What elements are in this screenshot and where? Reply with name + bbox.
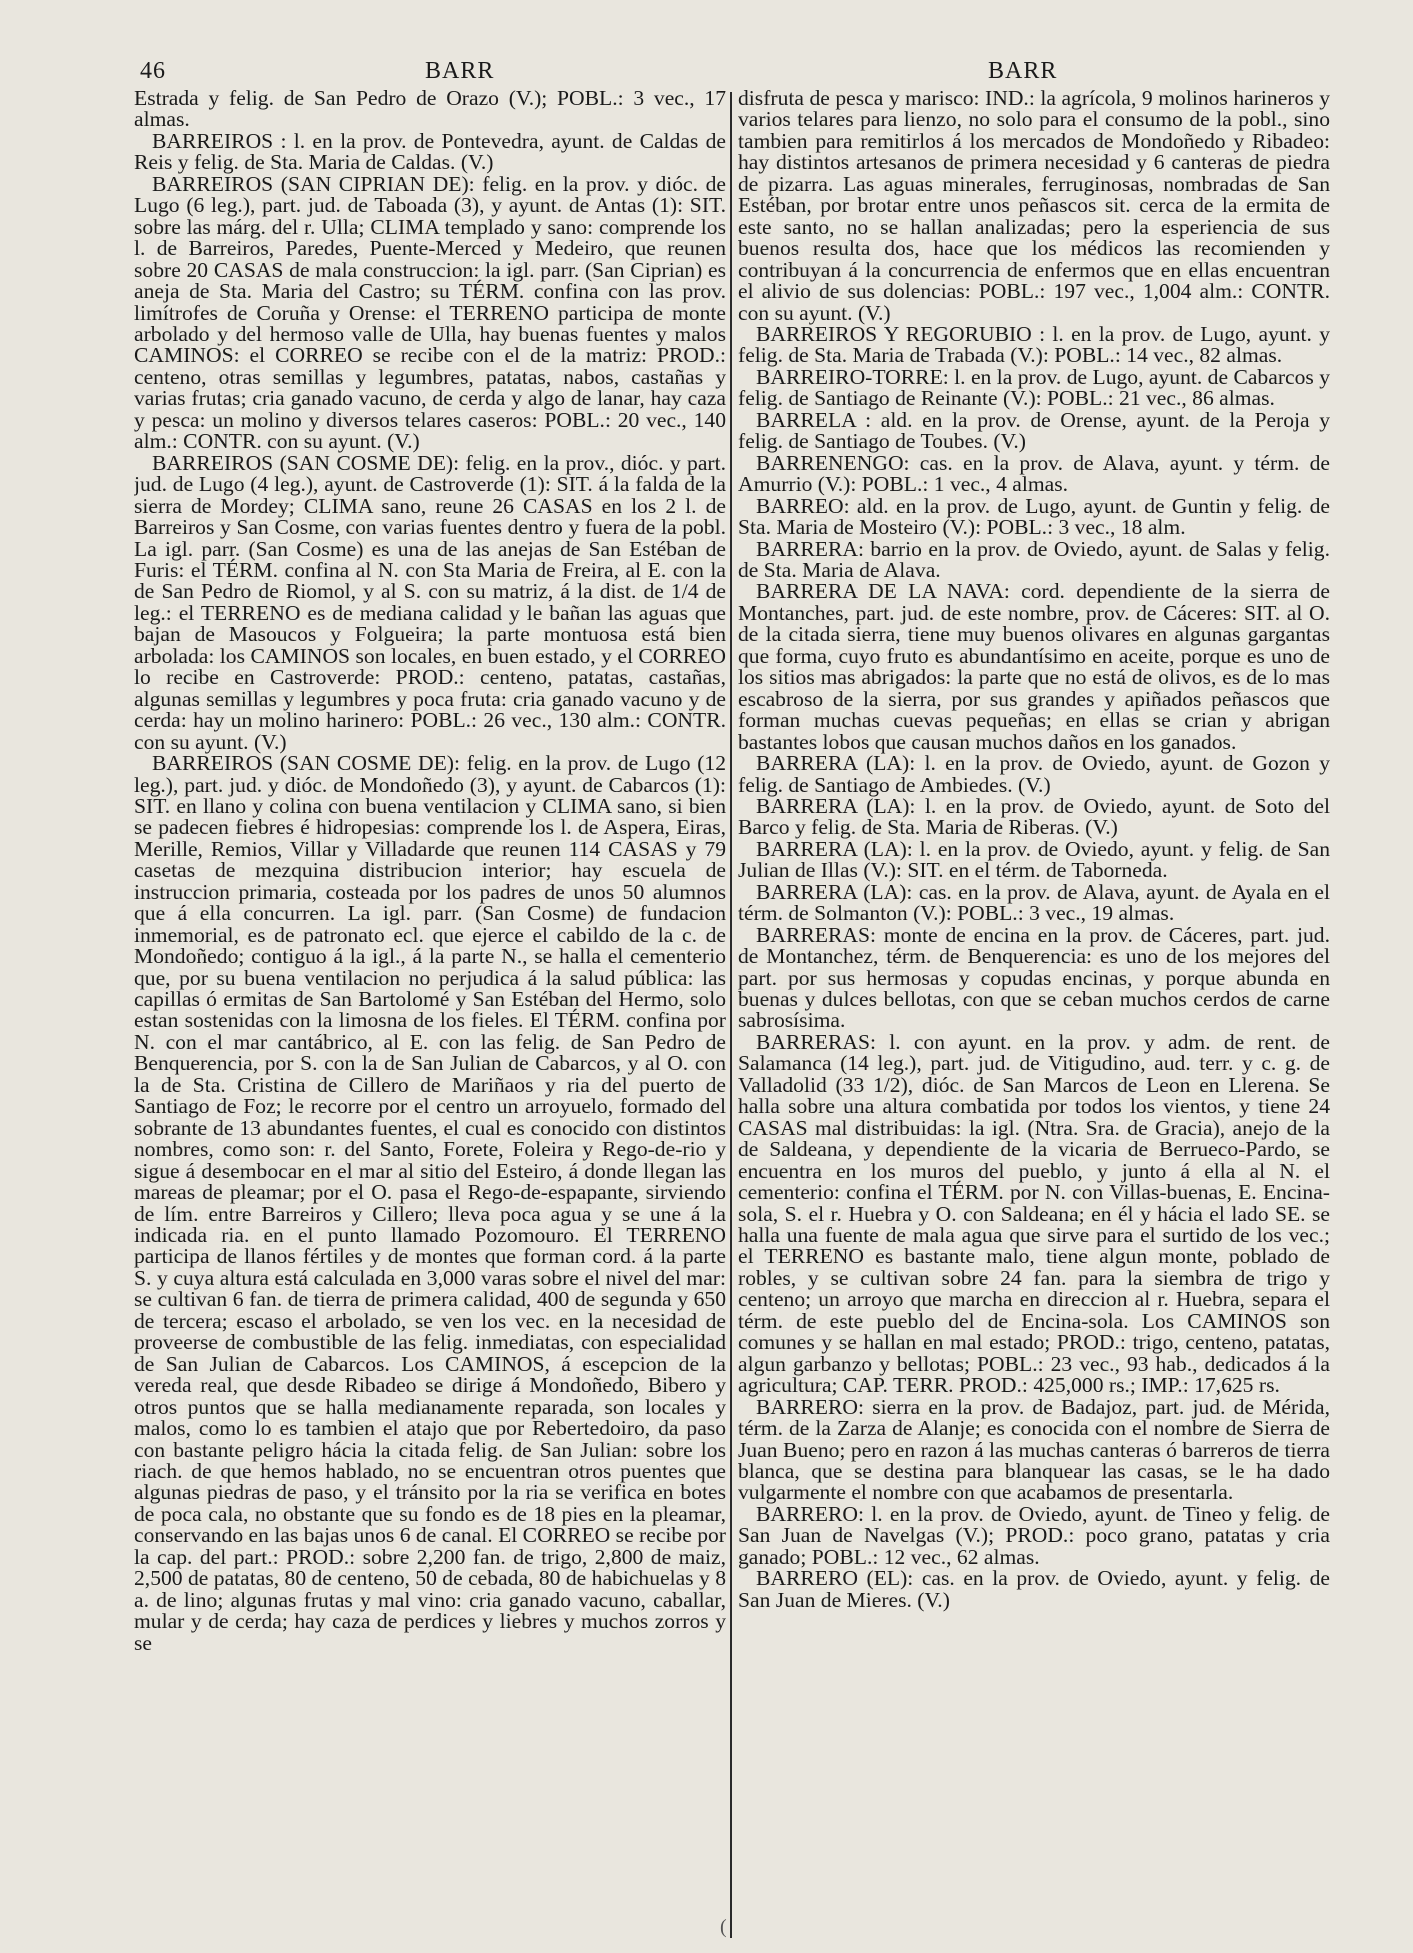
entry-text: BARRERO (EL): cas. en la prov. de Oviedo, ayunt. y felig. de San Juan de Mieres. (V.) — [738, 1566, 1330, 1612]
column-divider — [730, 92, 732, 1938]
entry-text: BARRERA (LA): cas. en la prov. de Alava, ayunt. de Ayala en el térm. de Solmanton (V.): POBL.: 3 vec., 19 almas. — [738, 879, 1330, 926]
running-head-right: BARR — [988, 58, 1058, 84]
entry-text: BARRERA (LA): l. en la prov. de Oviedo, ayunt. y felig. de San Julian de Illas (V.): SIT. en el térm. de Taborneda. — [738, 836, 1330, 883]
entry-text: BARREIRO-TORRE: l. en la prov. de Lugo, ayunt. de Cabarcos y felig. de Santiago de Reinante (V.): POBL.: 21 vec., 86 almas. — [738, 364, 1330, 411]
entry-text: BARREIROS Y REGORUBIO : l. en la prov. de Lugo, ayunt. y felig. de Sta. Maria de Trabada (V.): POBL.: 14 vec., 82 almas. — [738, 321, 1330, 368]
right-column — [738, 88, 1330, 1943]
entry-text: BARREIROS (SAN COSME DE): felig. en la prov., dióc. y part. jud. de Lugo (4 leg.), ayunt. de Castroverde (1): SIT. á la falda de la sierra de Mordey; CLIMA sano, reune 26 CASAS en los 2 l. de Barreiros y San Cosme, con varias fuentes dentro y fuera de la pobl. La igl. parr. (San Cosme) es una de las anejas de San Estéban de Furis: el TÉRM. confina al N. con Sta Maria de Freira, al E. con la de San Pedro de Riomol, y al S. con su matriz, á la dist. de 1/4 de leg.: el TERRENO es de mediana calidad y le bañan las aguas que bajan de Masoucos y Folgueira; la parte montuosa está bien arbolada: los CAMINOS son locales, en buen estado, y el CORREO lo recibe en Castroverde: PROD.: centeno, patatas, castañas, algunas semillas y legumbres y poca fruta: cria ganado vacuno y de cerda: hay un molino harinero: POBL.: 26 vec., 130 alm.: CONTR. con su ayunt. (V.) — [134, 450, 726, 754]
footer-mark: ( — [720, 1916, 727, 1938]
entry-text: BARRERO: l. en la prov. de Oviedo, ayunt. de Tineo y felig. de San Juan de Navelgas (V.); PROD.: poco grano, patatas y cria ganado; POBL.: 12 vec., 62 almas. — [738, 1501, 1330, 1569]
entry-text: BARRENENGO: cas. en la prov. de Alava, ayunt. y térm. de Amurrio (V.): POBL.: 1 vec., 4 almas. — [738, 450, 1330, 497]
entry-text: BARREO: ald. en la prov. de Lugo, ayunt. de Guntin y felig. de Sta. Maria de Mosteiro (V.): POBL.: 3 vec., 18 alm. — [738, 493, 1330, 540]
entry-text: BARRERA (LA): l. en la prov. de Oviedo, ayunt. de Gozon y felig. de Santiago de Ambiedes. (V.) — [738, 751, 1330, 797]
entry-text: BARRERA: barrio en la prov. de Oviedo, ayunt. de Salas y felig. de Sta. Maria de Alava. — [738, 536, 1330, 582]
entry-text: BARRERAS: monte de encina en la prov. de Cáceres, part. jud. de Montanchez, térm. de Benquerencia: es uno de los mejores del part. por sus hermosas y copudas encinas, y porque abunda en buenas y dulces bellotas, con que se ceban muchos cerdos de carne sabrosísima. — [738, 922, 1330, 1033]
entry-text: BARRERA DE LA NAVA: cord. dependiente de la sierra de Montanches, part. jud. de este nombre, prov. de Cáceres: SIT. al O. de la citada sierra, tiene muy buenos olivares en algunas gargantas que forma, cuyo fruto es abundantísimo en aceite, porque es uno de los sitios mas abrigados: la parte que no está de olivos, es de lo mas escabroso de la sierra, por sus grandes y apiñados peñascos que forman muchas cuevas pequeñas; en ellas se crian y abrigan bastantes lobos que causan muchos daños en los ganados. — [738, 579, 1330, 754]
page-number: 46 — [140, 58, 166, 84]
entry-text: BARRERO: sierra en la prov. de Badajoz, part. jud. de Mérida, térm. de la Zarza de Alanje; es conocida con el nombre de Sierra de Juan Bueno; pero en razon á las muchas canteras ó barreros de tierra blanca, que se destina para blanquear las casas, se le ha dado vulgarmente el nombre con que acabamos de presentarla. — [738, 1394, 1330, 1505]
left-column — [134, 88, 726, 1943]
entry-text: disfruta de pesca y marisco: IND.: la agrícola, 9 molinos harineros y varios telares para lienzo, no solo para el consumo de la pobl., sino tambien para remitirlos á los mercados de Mondoñedo y Ribadeo: hay distintos artesanos de primera necesidad y 6 canteras de piedra de pizarra. Las aguas minerales, ferruginosas, nombradas de San Estéban, por brotar entre unos peñascos sit. cerca de la ermita de este santo, no se hallan analizadas; pero la esperiencia de sus buenos resulta dos, hace que los médicos las recomienden y contribuyan á la concurrencia de enfermos que en ellas encuentran el alivio de sus dolencias: POBL.: 197 vec., 1,004 alm.: CONTR. con su ayunt. (V.) — [738, 88, 1330, 325]
entry-text: BARREIROS : l. en la prov. de Pontevedra, ayunt. de Caldas de Reis y felig. de Sta. Maria de Caldas. (V.) — [134, 128, 726, 175]
running-head-left: BARR — [425, 58, 495, 84]
entry-text: BARRELA : ald. en la prov. de Orense, ayunt. de la Peroja y felig. de Santiago de Toubes. (V.) — [738, 407, 1330, 454]
entry-text: BARREIROS (SAN COSME DE): felig. en la prov. de Lugo (12 leg.), part. jud. y dióc. de Mondoñedo (3), y ayunt. de Cabarcos (1): SIT. en llano y colina con buena ventilacion y CLIMA sano, si bien se padecen fiebres é hidropesias: comprende los l. de Aspera, Eiras, Merille, Remios, Villar y Villadarde que reunen 114 CASAS y 79 casetas de mezquina distribucion interior; hay escuela de instruccion primaria, costeada por los padres de unos 50 alumnos que á ella concurren. La igl. parr. (San Cosme) de fundacion inmemorial, es de patronato ecl. que ejerce el cabildo de la c. de Mondoñedo; contiguo á la igl., á la parte N., se halla el cementerio que, por su buena ventilacion no perjudica á la salud pública: las capillas ó ermitas de San Bartolomé y San Estéban del Hermo, solo estan sostenidas con la limosna de los fieles. El TÉRM. confina por N. con el mar cantábrico, al E. con las felig. de San Pedro de Benquerencia, por S. con la de San Julian de Cabarcos, y al O. con la de Sta. Cristina de Cillero de Mariñaos y ria del puerto de Santiago de Foz; le recorre por el centro un arroyuelo, formado del sobrante de 13 abundantes fuentes, el cual es conocido con distintos nombres, como son: r. del Santo, Forete, Foleira y Rego-de-rio y sigue á desembocar en el mar al sitio del Esteiro, á donde llegan las mareas de pleamar; por el O. pasa el Rego-de-espapante, sirviendo de lím. entre Barreiros y Cillero; lleva poca agua y se une á la indicada ria. en el punto llamado Pozomouro. El TERRENO participa de llanos fértiles y de montes que forman cord. á la parte S. y cuya altura está calculada en 3,000 varas sobre el nivel del mar: se cultivan 6 fan. de tierra de primera calidad, 400 de segunda y 650 de tercera; escaso el arbolado, se ven los vec. en la necesidad de proveerse de combustible de las felig. inmediatas, con especialidad de San Julian de Cabarcos. Los CAMINOS, á escepcion de la vereda real, que desde Ribadeo se dirige á Mondoñedo, Bibero y otros puntos que se halla medianamente reparada, son locales y malos, como lo es tambien el atajo que por Rebertedoiro, da paso con bastante peligro hácia la citada felig. de San Julian: sobre los riach. de que hemos hablado, no se encuentran otros puentes que algunas piedras de paso, y el tránsito por la ria se verifica en botes de poca cala, no obstante que su fondo es de 18 pies en la pleamar, conservando en las bajas unos 6 de canal. El CORREO se recibe por la cap. del part.: PROD.: sobre 2,200 fan. de trigo, 2,800 de maiz, 2,500 de patatas, 80 de centeno, 50 de cebada, 80 de habichuelas y 8 a. de lino; algunas frutas y mal vino: cria ganado vacuno, caballar, mular y de cerda; hay caza de perdices y liebres y muchos zorros y se — [134, 751, 726, 1655]
entry-text: Estrada y felig. de San Pedro de Orazo (V.); POBL.: 3 vec., 17 almas. — [134, 88, 726, 132]
entry-text: BARRERA (LA): l. en la prov. de Oviedo, ayunt. de Soto del Barco y felig. de Sta. Maria de Riberas. (V.) — [738, 793, 1330, 840]
entry-text: BARRERAS: l. con ayunt. en la prov. y adm. de rent. de Salamanca (14 leg.), part. jud. de Vitigudino, aud. terr. y c. g. de Valladolid (33 1/2), dióc. de San Marcos de Leon en Llerena. Se halla sobre una altura combatida por todos los vientos, y tiene 24 CASAS mal distribuidas: la igl. (Ntra. Sra. de Gracia), anejo de la de Saldeana, y dependiente de la vicaria de Berrueco-Pardo, se encuentra en los muros del pueblo, y junto á ella al N. el cementerio: confina el TÉRM. por N. con Villas-buenas, E. Encina-sola, S. el r. Huebra y O. con Saldeana; en él y hácia el lado SE. se halla una fuente de mala agua que sirve para el surtido de los vec.; el TERRENO es bastante malo, tiene algun monte, poblado de robles, y se cultivan sobre 24 fan. para la siembra de trigo y centeno; un arroyo que marcha en direccion al r. Huebra, separa el térm. de este pueblo del de Encina-sola. Los CAMINOS son comunes y se hallan en mal estado; PROD.: trigo, centeno, patatas, algun garbanzo y bellotas; POBL.: 23 vec., 93 hab., dedicados á la agricultura; CAP. TERR. PROD.: 425,000 rs.; IMP.: 17,625 rs. — [738, 1029, 1330, 1398]
entry-text: BARREIROS (SAN CIPRIAN DE): felig. en la prov. y dióc. de Lugo (6 leg.), part. jud. de Taboada (3), y ayunt. de Antas (1): SIT. sobre las márg. del r. Ulla; CLIMA templado y sano: comprende los l. de Barreiros, Paredes, Puente-Merced y Medeiro, que reunen sobre 20 CASAS de mala construccion: la igl. parr. (San Ciprian) es aneja de Sta. Maria del Castro; su TÉRM. confina con las prov. limítrofes de Coruña y Orense: el TERRENO participa de monte arbolado y del hermoso valle de Ulla, hay buenas fuentes y malos CAMINOS: el CORREO se recibe con el de la matriz: PROD.: centeno, otras semillas y legumbres, patatas, nabos, castañas y varias frutas; cria ganado vacuno, de cerda y algo de lanar, hay caza y pesca: un molino y diversos telares caseros: POBL.: 20 vec., 140 alm.: CONTR. con su ayunt. (V.) — [134, 171, 726, 454]
